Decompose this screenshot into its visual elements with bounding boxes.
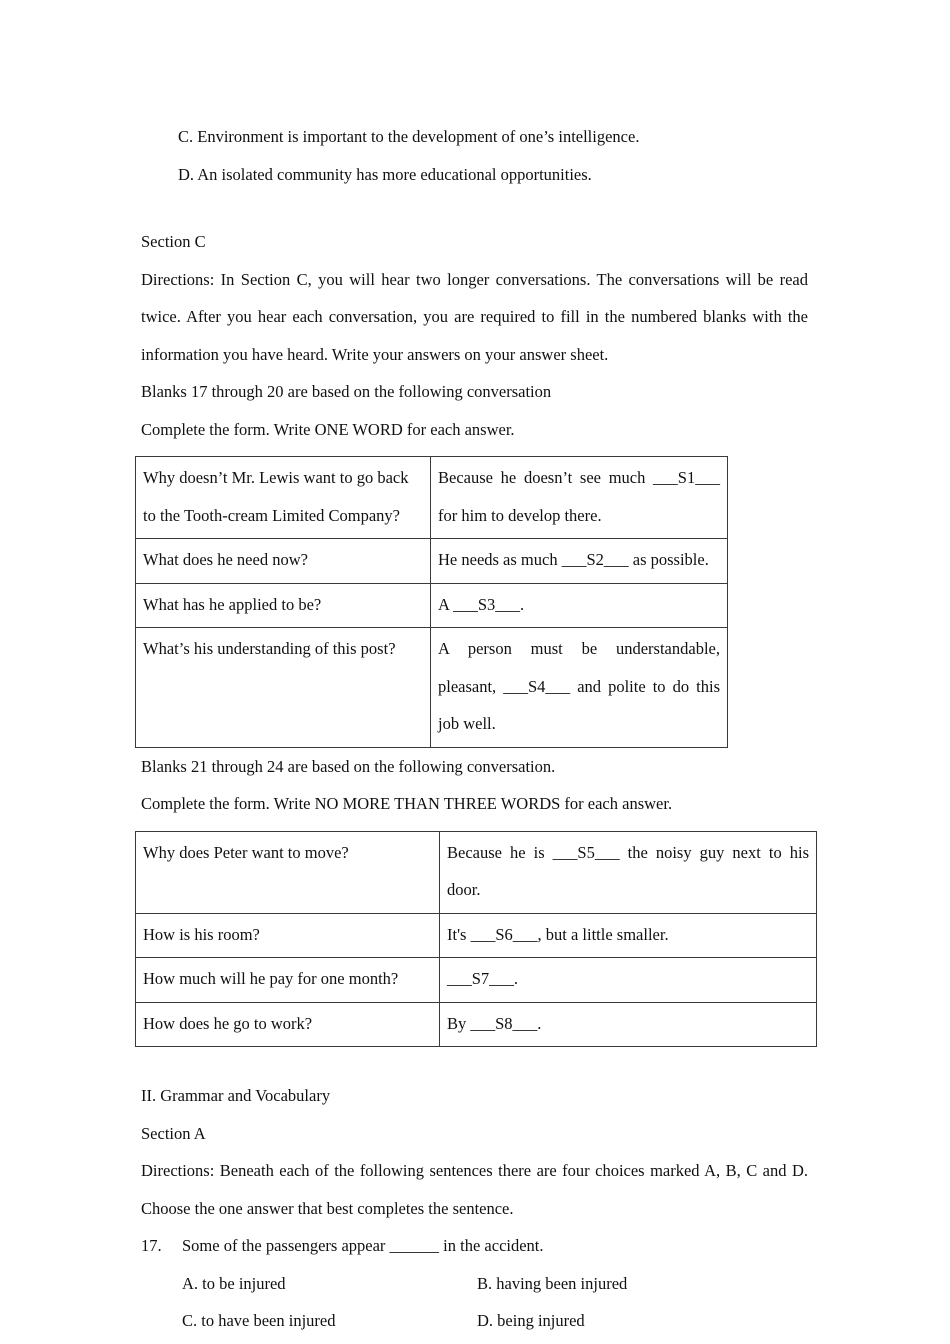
- table-row: [136, 913, 817, 958]
- conversation-form-table-1: [135, 456, 728, 748]
- table-row: [136, 583, 728, 628]
- table2-question-1: Why does Peter want to move?: [136, 831, 440, 913]
- table2-question-3: How much will he pay for one month?: [136, 958, 440, 1003]
- table1-answer-2: He needs as much ___S2___ as possible.: [431, 539, 728, 584]
- table1-question-4: What’s his understanding of this post?: [136, 628, 431, 748]
- table2-answer-2: It's ___S6___, but a little smaller.: [440, 913, 817, 958]
- table1-question-1: Why doesn’t Mr. Lewis want to go back to the Tooth-cream Limited Company?: [136, 457, 431, 539]
- section-c-heading: Section C: [141, 232, 206, 251]
- page-content: [141, 118, 808, 1340]
- table1-question-3: What has he applied to be?: [136, 583, 431, 628]
- table2-question-2: How is his room?: [136, 913, 440, 958]
- choice-c-previous-question: C. Environment is important to the development of one’s intelligence.: [178, 127, 640, 146]
- question-17-choice-b[interactable]: B. having been injured: [477, 1273, 628, 1293]
- section-c-directions: Directions: In Section C, you will hear two longer conversations. The conversations will be read twice. After you hear each conversation, you are required to fill in the numbered blanks with the information you have heard. Write your answers on your answer sheet.: [141, 269, 808, 364]
- conversation-form-table-2: [135, 831, 817, 1048]
- table2-answer-1: Because he is ___S5___ the noisy guy next to his door.: [440, 831, 817, 913]
- table1-question-2: What does he need now?: [136, 539, 431, 584]
- question-17-stem: Some of the passengers appear ______ in the accident.: [182, 1236, 544, 1255]
- question-17-choices-row-2: [141, 1302, 808, 1340]
- choice-d-previous-question: D. An isolated community has more educational opportunities.: [178, 164, 592, 184]
- question-17-choice-c[interactable]: C. to have been injured: [182, 1311, 336, 1330]
- table2-answer-3: ___S7___.: [440, 958, 817, 1003]
- form-note-three-words: Complete the form. Write NO MORE THAN THREE WORDS for each answer.: [141, 794, 673, 813]
- table1-answer-4: A person must be understandable, pleasant, ___S4___ and polite to do this job well.: [431, 628, 728, 748]
- table1-answer-1: Because he doesn’t see much ___S1___ for him to develop there.: [431, 457, 728, 539]
- table-row: [136, 457, 728, 539]
- table2-answer-4: By ___S8___.: [440, 1002, 817, 1047]
- blanks-note-17-20: Blanks 17 through 20 are based on the following conversation: [141, 382, 552, 401]
- table-row: [136, 831, 817, 913]
- table-row: [136, 958, 817, 1003]
- spacer: [141, 1047, 808, 1077]
- section-a-directions: Directions: Beneath each of the following sentences there are four choices marked A, B, C and D. Choose the one answer that best completes the sentence.: [141, 1161, 808, 1218]
- spacer: [141, 448, 808, 456]
- form-note-one-word: Complete the form. Write ONE WORD for each answer.: [141, 419, 515, 439]
- spacer: [141, 193, 808, 223]
- table-row: [136, 1002, 817, 1047]
- table-row: [136, 628, 728, 748]
- table-row: [136, 539, 728, 584]
- section-a-heading: Section A: [141, 1123, 206, 1143]
- question-17-choice-d[interactable]: D. being injured: [477, 1311, 585, 1330]
- question-17: [141, 1227, 808, 1265]
- question-17-choice-a[interactable]: A. to be injured: [182, 1273, 286, 1293]
- table1-answer-3: A ___S3___.: [431, 583, 728, 628]
- blanks-note-21-24: Blanks 21 through 24 are based on the following conversation.: [141, 756, 556, 776]
- question-17-number: 17.: [141, 1236, 162, 1255]
- question-17-choices-row-1: [141, 1265, 808, 1303]
- part-2-heading: II. Grammar and Vocabulary: [141, 1086, 331, 1105]
- spacer: [141, 823, 808, 831]
- table2-question-4: How does he go to work?: [136, 1002, 440, 1047]
